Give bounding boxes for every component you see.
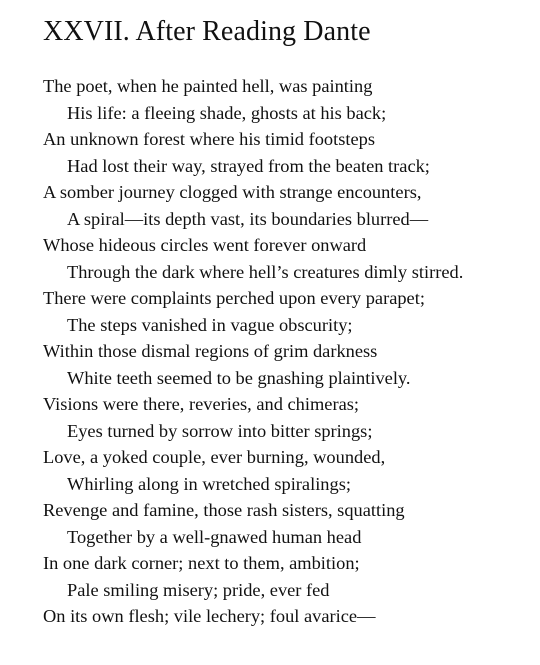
poem-title: XXVII. After Reading Dante: [43, 16, 371, 47]
poem-line: The poet, when he painted hell, was painting: [43, 76, 373, 96]
poem-line: Pale smiling misery; pride, ever fed: [67, 579, 330, 600]
poem-line: Eyes turned by sorrow into bitter springs;: [67, 420, 373, 441]
poem-line: A spiral—its depth vast, its boundaries blurred—: [67, 208, 429, 229]
poem-line: In one dark corner; next to them, ambition;: [43, 553, 360, 573]
poem-line: An unknown forest where his timid footsteps: [43, 129, 376, 149]
poem-line: A somber journey clogged with strange encounters,: [43, 182, 422, 202]
poem-line: Love, a yoked couple, ever burning, wounded,: [43, 447, 386, 467]
poem-line: Within those dismal regions of grim darkness: [43, 341, 378, 361]
poem-line: Had lost their way, strayed from the beaten track;: [67, 155, 430, 176]
poem-line: Whirling along in wretched spiralings;: [67, 473, 351, 494]
poem-line: Revenge and famine, those rash sisters, squatting: [43, 500, 405, 520]
poem-line: Through the dark where hell’s creatures dimly stirred.: [67, 261, 464, 282]
poem-body: [43, 73, 533, 630]
poem-line: Together by a well-gnawed human head: [67, 526, 362, 547]
poem-line: White teeth seemed to be gnashing plaintively.: [67, 367, 411, 388]
poem-line: Whose hideous circles went forever onward: [43, 235, 367, 255]
poem-line: Visions were there, reveries, and chimeras;: [43, 394, 360, 414]
poem-line: On its own flesh; vile lechery; foul avarice—: [43, 606, 376, 626]
poem-line: There were complaints perched upon every parapet;: [43, 288, 425, 308]
poem-line: The steps vanished in vague obscurity;: [67, 314, 353, 335]
poem-line: His life: a fleeing shade, ghosts at his back;: [67, 102, 387, 123]
